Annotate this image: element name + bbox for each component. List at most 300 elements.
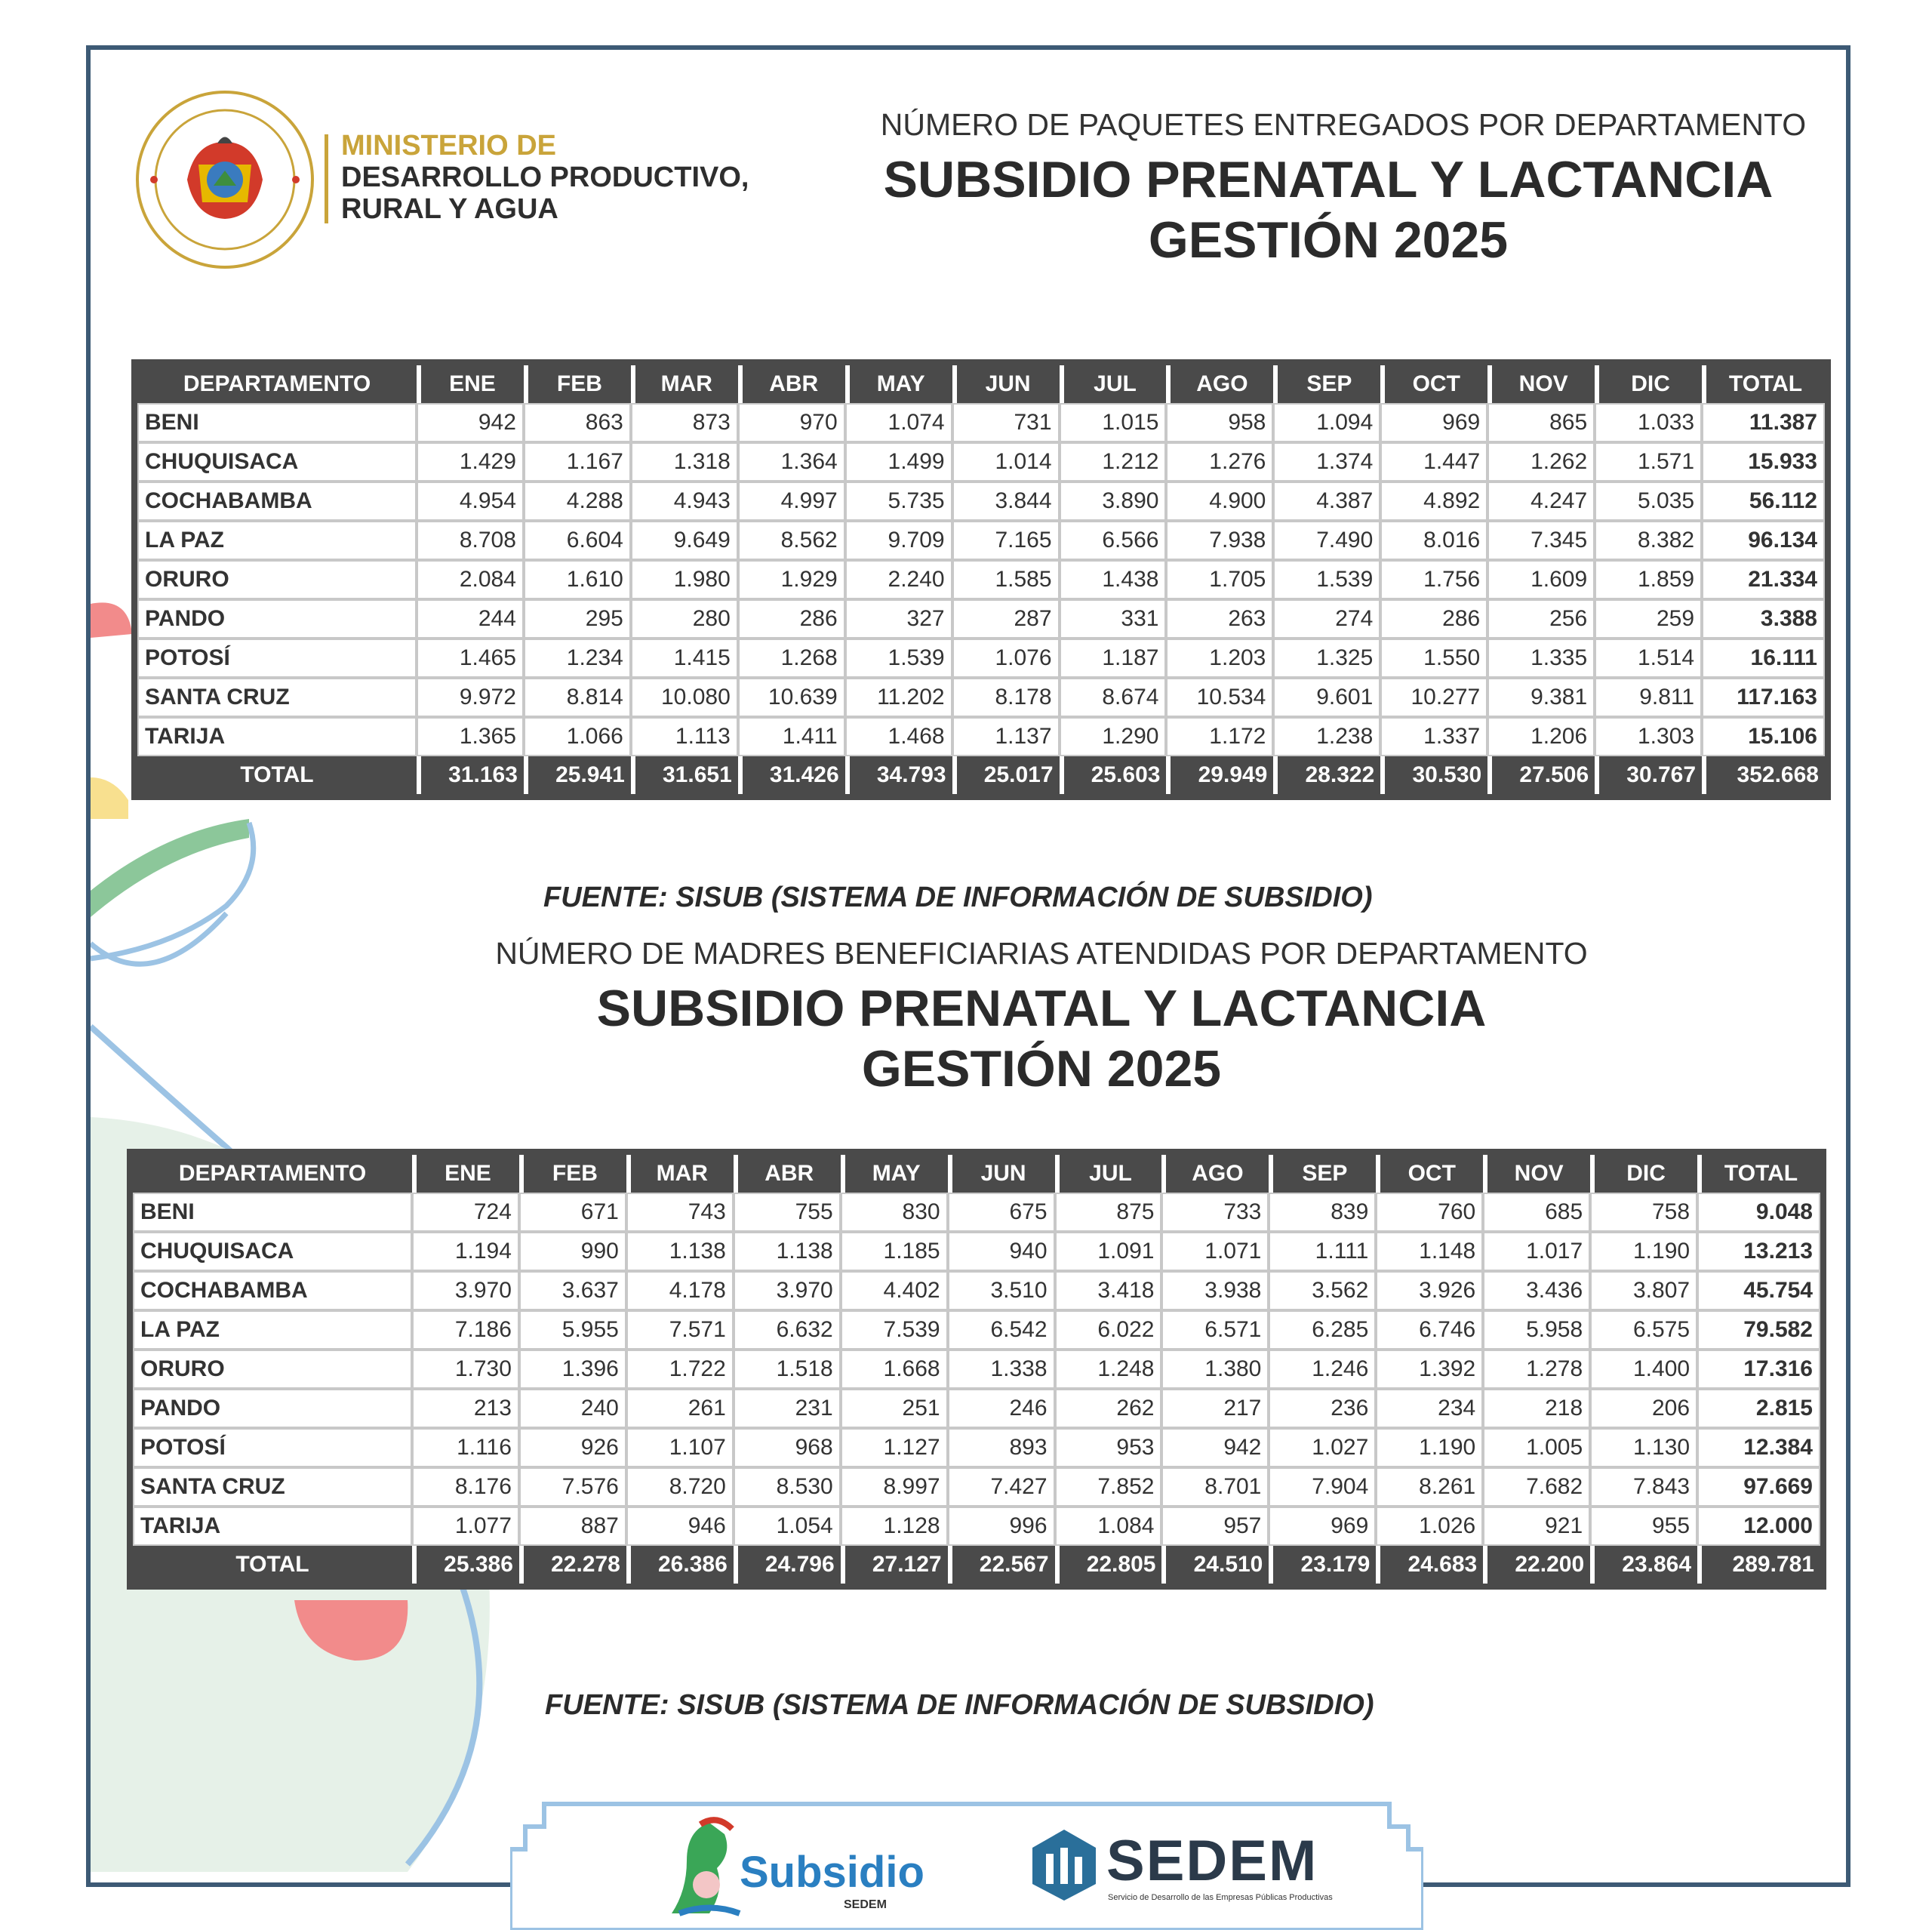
value-cell: 1.276 (1166, 442, 1273, 482)
value-cell: 8.176 (412, 1467, 519, 1507)
column-header: ABR (738, 365, 845, 403)
total-value-cell: 25.386 (412, 1546, 519, 1584)
value-cell: 8.261 (1376, 1467, 1483, 1507)
value-cell: 1.015 (1060, 403, 1167, 442)
table-row (133, 1389, 1820, 1428)
value-cell: 256 (1487, 599, 1595, 639)
packages-table (137, 365, 1825, 794)
column-header: MAR (626, 1155, 734, 1193)
total-value-cell: 23.864 (1590, 1546, 1697, 1584)
value-cell: 1.465 (417, 639, 524, 678)
department-cell: TARIJA (137, 717, 417, 756)
value-cell: 1.066 (524, 717, 631, 756)
value-cell: 259 (1595, 599, 1702, 639)
table-row (133, 1350, 1820, 1389)
value-cell: 7.186 (412, 1310, 519, 1350)
value-cell: 4.900 (1166, 482, 1273, 521)
column-header: FEB (519, 1155, 626, 1193)
value-cell: 10.534 (1166, 678, 1273, 717)
value-cell: 1.374 (1273, 442, 1380, 482)
table-total-row (137, 756, 1825, 794)
value-cell: 1.400 (1590, 1350, 1697, 1389)
value-cell: 671 (519, 1193, 626, 1232)
column-header: OCT (1380, 365, 1487, 403)
value-cell: 9.601 (1273, 678, 1380, 717)
value-cell: 263 (1166, 599, 1273, 639)
value-cell: 1.929 (738, 560, 845, 599)
value-cell: 8.997 (841, 1467, 948, 1507)
value-cell: 7.539 (841, 1310, 948, 1350)
value-cell: 6.575 (1590, 1310, 1697, 1350)
table-row (133, 1232, 1820, 1271)
value-cell: 1.138 (734, 1232, 841, 1271)
column-header: NOV (1487, 365, 1595, 403)
total-value-cell: 28.322 (1273, 756, 1380, 794)
value-cell: 733 (1161, 1193, 1269, 1232)
mother-baby-icon (664, 1815, 747, 1921)
value-cell: 261 (626, 1389, 734, 1428)
value-cell: 1.071 (1161, 1232, 1269, 1271)
table-row (137, 678, 1825, 717)
value-cell: 1.005 (1483, 1428, 1590, 1467)
value-cell: 873 (631, 403, 738, 442)
value-cell: 1.246 (1269, 1350, 1376, 1389)
column-header: ENE (417, 365, 524, 403)
value-cell: 6.632 (734, 1310, 841, 1350)
value-cell: 958 (1166, 403, 1273, 442)
value-cell: 1.206 (1487, 717, 1595, 756)
table-row (133, 1428, 1820, 1467)
value-cell: 6.285 (1269, 1310, 1376, 1350)
table-row (137, 482, 1825, 521)
value-cell: 863 (524, 403, 631, 442)
value-cell: 244 (417, 599, 524, 639)
value-cell: 7.843 (1590, 1467, 1697, 1507)
department-cell: CHUQUISACA (137, 442, 417, 482)
value-cell: 969 (1269, 1507, 1376, 1546)
total-value-cell: 24.796 (734, 1546, 841, 1584)
value-cell: 3.510 (948, 1271, 1055, 1310)
value-cell: 8.814 (524, 678, 631, 717)
total-value-cell: 22.200 (1483, 1546, 1590, 1584)
value-cell: 217 (1161, 1389, 1269, 1428)
table-row (137, 560, 1825, 599)
value-cell: 1.014 (952, 442, 1060, 482)
row-total-cell: 15.933 (1702, 442, 1825, 482)
sedem-logo-text: SEDEM (1106, 1829, 1318, 1893)
value-cell: 6.746 (1376, 1310, 1483, 1350)
value-cell: 1.130 (1590, 1428, 1697, 1467)
value-cell: 1.128 (841, 1507, 948, 1546)
value-cell: 946 (626, 1507, 734, 1546)
value-cell: 685 (1483, 1193, 1590, 1232)
row-total-cell: 3.388 (1702, 599, 1825, 639)
value-cell: 970 (738, 403, 845, 442)
table-row (137, 403, 1825, 442)
value-cell: 1.238 (1273, 717, 1380, 756)
total-value-cell: 31.426 (738, 756, 845, 794)
section2-source: FUENTE: SISUB (SISTEMA DE INFORMACIÓN DE SUBSIDIO) (545, 1689, 1374, 1721)
value-cell: 8.674 (1060, 678, 1167, 717)
section1-table-container (131, 359, 1831, 800)
row-total-cell: 79.582 (1697, 1310, 1820, 1350)
row-total-cell: 11.387 (1702, 403, 1825, 442)
value-cell: 4.288 (524, 482, 631, 521)
value-cell: 2.240 (845, 560, 952, 599)
section2-subtitle: NÚMERO DE MADRES BENEFICIARIAS ATENDIDAS POR DEPARTAMENTO (495, 936, 1588, 971)
department-cell: CHUQUISACA (133, 1232, 412, 1271)
value-cell: 1.094 (1273, 403, 1380, 442)
department-cell: BENI (137, 403, 417, 442)
value-cell: 4.178 (626, 1271, 734, 1310)
column-header: TOTAL (1697, 1155, 1820, 1193)
value-cell: 1.077 (412, 1507, 519, 1546)
row-total-cell: 12.000 (1697, 1507, 1820, 1546)
value-cell: 9.972 (417, 678, 524, 717)
column-header: MAY (841, 1155, 948, 1193)
table-row (137, 442, 1825, 482)
total-value-cell: 24.683 (1376, 1546, 1483, 1584)
value-cell: 675 (948, 1193, 1055, 1232)
section1-title: SUBSIDIO PRENATAL Y LACTANCIA (883, 151, 1774, 208)
section2-year: GESTIÓN 2025 (861, 1040, 1222, 1097)
value-cell: 1.415 (631, 639, 738, 678)
ministry-name (341, 130, 749, 225)
department-cell: TARIJA (133, 1507, 412, 1546)
value-cell: 1.325 (1273, 639, 1380, 678)
ministry-line-2: DESARROLLO PRODUCTIVO, (341, 162, 749, 193)
total-value-cell: 26.386 (626, 1546, 734, 1584)
value-cell: 9.381 (1487, 678, 1595, 717)
column-header: JUL (1055, 1155, 1162, 1193)
value-cell: 7.345 (1487, 521, 1595, 560)
value-cell: 6.022 (1055, 1310, 1162, 1350)
column-header: AGO (1161, 1155, 1269, 1193)
value-cell: 218 (1483, 1389, 1590, 1428)
value-cell: 4.954 (417, 482, 524, 521)
value-cell: 1.318 (631, 442, 738, 482)
value-cell: 1.303 (1595, 717, 1702, 756)
value-cell: 3.418 (1055, 1271, 1162, 1310)
value-cell: 1.610 (524, 560, 631, 599)
value-cell: 1.187 (1060, 639, 1167, 678)
column-header: JUN (948, 1155, 1055, 1193)
department-cell: POTOSÍ (137, 639, 417, 678)
value-cell: 8.701 (1161, 1467, 1269, 1507)
column-header: MAY (845, 365, 952, 403)
total-label-cell: TOTAL (137, 756, 417, 794)
value-cell: 1.190 (1590, 1232, 1697, 1271)
value-cell: 8.562 (738, 521, 845, 560)
department-cell: BENI (133, 1193, 412, 1232)
value-cell: 1.248 (1055, 1350, 1162, 1389)
value-cell: 274 (1273, 599, 1380, 639)
value-cell: 1.550 (1380, 639, 1487, 678)
value-cell: 3.970 (734, 1271, 841, 1310)
value-cell: 1.380 (1161, 1350, 1269, 1389)
value-cell: 1.571 (1595, 442, 1702, 482)
value-cell: 957 (1161, 1507, 1269, 1546)
value-cell: 295 (524, 599, 631, 639)
value-cell: 5.958 (1483, 1310, 1590, 1350)
value-cell: 1.429 (417, 442, 524, 482)
value-cell: 206 (1590, 1389, 1697, 1428)
value-cell: 3.970 (412, 1271, 519, 1310)
row-total-cell: 97.669 (1697, 1467, 1820, 1507)
value-cell: 280 (631, 599, 738, 639)
value-cell: 8.530 (734, 1467, 841, 1507)
value-cell: 1.190 (1376, 1428, 1483, 1467)
table-row (137, 599, 1825, 639)
value-cell: 246 (948, 1389, 1055, 1428)
value-cell: 234 (1376, 1389, 1483, 1428)
value-cell: 8.178 (952, 678, 1060, 717)
value-cell: 10.080 (631, 678, 738, 717)
value-cell: 1.705 (1166, 560, 1273, 599)
value-cell: 1.756 (1380, 560, 1487, 599)
total-value-cell: 25.941 (524, 756, 631, 794)
row-total-cell: 2.815 (1697, 1389, 1820, 1428)
value-cell: 3.938 (1161, 1271, 1269, 1310)
value-cell: 1.518 (734, 1350, 841, 1389)
department-cell: COCHABAMBA (133, 1271, 412, 1310)
department-cell: PANDO (137, 599, 417, 639)
department-cell: PANDO (133, 1389, 412, 1428)
value-cell: 10.639 (738, 678, 845, 717)
value-cell: 1.194 (412, 1232, 519, 1271)
value-cell: 5.035 (1595, 482, 1702, 521)
value-cell: 1.338 (948, 1350, 1055, 1389)
value-cell: 1.074 (845, 403, 952, 442)
row-total-cell: 117.163 (1702, 678, 1825, 717)
total-value-cell: 27.127 (841, 1546, 948, 1584)
row-total-cell: 9.048 (1697, 1193, 1820, 1232)
value-cell: 331 (1060, 599, 1167, 639)
value-cell: 4.387 (1273, 482, 1380, 521)
value-cell: 3.926 (1376, 1271, 1483, 1310)
value-cell: 1.116 (412, 1428, 519, 1467)
value-cell: 240 (519, 1389, 626, 1428)
value-cell: 7.165 (952, 521, 1060, 560)
value-cell: 1.539 (845, 639, 952, 678)
column-header: DIC (1595, 365, 1702, 403)
value-cell: 1.859 (1595, 560, 1702, 599)
total-value-cell: 30.530 (1380, 756, 1487, 794)
row-total-cell: 96.134 (1702, 521, 1825, 560)
value-cell: 9.709 (845, 521, 952, 560)
value-cell: 1.127 (841, 1428, 948, 1467)
section1-subtitle: NÚMERO DE PAQUETES ENTREGADOS POR DEPARTAMENTO (880, 107, 1807, 142)
column-header: AGO (1166, 365, 1273, 403)
table-row (137, 521, 1825, 560)
value-cell: 6.566 (1060, 521, 1167, 560)
value-cell: 724 (412, 1193, 519, 1232)
department-cell: ORURO (133, 1350, 412, 1389)
value-cell: 7.682 (1483, 1467, 1590, 1507)
value-cell: 1.392 (1376, 1350, 1483, 1389)
total-value-cell: 23.179 (1269, 1546, 1376, 1584)
value-cell: 6.542 (948, 1310, 1055, 1350)
value-cell: 1.212 (1060, 442, 1167, 482)
column-header: NOV (1483, 1155, 1590, 1193)
value-cell: 286 (1380, 599, 1487, 639)
row-total-cell: 12.384 (1697, 1428, 1820, 1467)
value-cell: 7.427 (948, 1467, 1055, 1507)
column-header: ENE (412, 1155, 519, 1193)
table-row (137, 639, 1825, 678)
value-cell: 7.490 (1273, 521, 1380, 560)
table-row (133, 1507, 1820, 1546)
value-cell: 3.436 (1483, 1271, 1590, 1310)
value-cell: 1.084 (1055, 1507, 1162, 1546)
value-cell: 3.890 (1060, 482, 1167, 521)
value-cell: 1.033 (1595, 403, 1702, 442)
value-cell: 1.514 (1595, 639, 1702, 678)
value-cell: 865 (1487, 403, 1595, 442)
column-header: MAR (631, 365, 738, 403)
value-cell: 1.268 (738, 639, 845, 678)
total-label-cell: TOTAL (133, 1546, 412, 1584)
row-total-cell: 56.112 (1702, 482, 1825, 521)
table-row (137, 717, 1825, 756)
total-value-cell: 25.017 (952, 756, 1060, 794)
table-row (133, 1310, 1820, 1350)
value-cell: 4.247 (1487, 482, 1595, 521)
value-cell: 1.113 (631, 717, 738, 756)
value-cell: 1.203 (1166, 639, 1273, 678)
row-total-cell: 17.316 (1697, 1350, 1820, 1389)
value-cell: 1.234 (524, 639, 631, 678)
section1-source: FUENTE: SISUB (SISTEMA DE INFORMACIÓN DE SUBSIDIO) (543, 882, 1373, 913)
total-value-cell: 289.781 (1697, 1546, 1820, 1584)
value-cell: 743 (626, 1193, 734, 1232)
subsidio-logo-sub: SEDEM (844, 1898, 887, 1911)
value-cell: 1.411 (738, 717, 845, 756)
section2-table-container (127, 1149, 1826, 1590)
value-cell: 1.278 (1483, 1350, 1590, 1389)
value-cell: 940 (948, 1232, 1055, 1271)
table-total-row (133, 1546, 1820, 1584)
table-row (133, 1467, 1820, 1507)
column-header: SEP (1269, 1155, 1376, 1193)
value-cell: 1.017 (1483, 1232, 1590, 1271)
value-cell: 1.148 (1376, 1232, 1483, 1271)
column-header: FEB (524, 365, 631, 403)
value-cell: 1.290 (1060, 717, 1167, 756)
department-cell: ORURO (137, 560, 417, 599)
value-cell: 921 (1483, 1507, 1590, 1546)
value-cell: 1.499 (845, 442, 952, 482)
value-cell: 5.735 (845, 482, 952, 521)
value-cell: 3.637 (519, 1271, 626, 1310)
value-cell: 231 (734, 1389, 841, 1428)
column-header: OCT (1376, 1155, 1483, 1193)
value-cell: 942 (1161, 1428, 1269, 1467)
value-cell: 10.277 (1380, 678, 1487, 717)
value-cell: 968 (734, 1428, 841, 1467)
value-cell: 1.262 (1487, 442, 1595, 482)
department-cell: LA PAZ (137, 521, 417, 560)
row-total-cell: 13.213 (1697, 1232, 1820, 1271)
value-cell: 1.172 (1166, 717, 1273, 756)
row-total-cell: 16.111 (1702, 639, 1825, 678)
value-cell: 839 (1269, 1193, 1376, 1232)
value-cell: 1.026 (1376, 1507, 1483, 1546)
total-value-cell: 22.278 (519, 1546, 626, 1584)
table-header-row (133, 1155, 1820, 1193)
ministry-line-1: MINISTERIO DE (341, 130, 557, 162)
value-cell: 9.811 (1595, 678, 1702, 717)
value-cell: 7.571 (626, 1310, 734, 1350)
value-cell: 236 (1269, 1389, 1376, 1428)
value-cell: 9.649 (631, 521, 738, 560)
value-cell: 4.892 (1380, 482, 1487, 521)
value-cell: 1.076 (952, 639, 1060, 678)
value-cell: 1.668 (841, 1350, 948, 1389)
value-cell: 955 (1590, 1507, 1697, 1546)
value-cell: 1.730 (412, 1350, 519, 1389)
section1-year: GESTIÓN 2025 (1148, 211, 1509, 269)
sedem-logo (1026, 1827, 1336, 1910)
total-value-cell: 31.163 (417, 756, 524, 794)
total-value-cell: 34.793 (845, 756, 952, 794)
value-cell: 1.138 (626, 1232, 734, 1271)
value-cell: 1.364 (738, 442, 845, 482)
department-cell: SANTA CRUZ (133, 1467, 412, 1507)
value-cell: 8.016 (1380, 521, 1487, 560)
sedem-building-icon (1026, 1827, 1102, 1902)
value-cell: 7.904 (1269, 1467, 1376, 1507)
total-value-cell: 24.510 (1161, 1546, 1269, 1584)
department-cell: SANTA CRUZ (137, 678, 417, 717)
value-cell: 1.585 (952, 560, 1060, 599)
value-cell: 755 (734, 1193, 841, 1232)
value-cell: 926 (519, 1428, 626, 1467)
sedem-logo-sub: Servicio de Desarrollo de las Empresas Públicas Productivas (1108, 1893, 1333, 1902)
column-header: DEPARTAMENTO (137, 365, 417, 403)
value-cell: 1.137 (952, 717, 1060, 756)
value-cell: 327 (845, 599, 952, 639)
value-cell: 1.609 (1487, 560, 1595, 599)
total-value-cell: 30.767 (1595, 756, 1702, 794)
value-cell: 3.807 (1590, 1271, 1697, 1310)
total-value-cell: 352.668 (1702, 756, 1825, 794)
total-value-cell: 31.651 (631, 756, 738, 794)
value-cell: 6.571 (1161, 1310, 1269, 1350)
total-value-cell: 27.506 (1487, 756, 1595, 794)
value-cell: 286 (738, 599, 845, 639)
subsidio-logo (664, 1815, 924, 1921)
value-cell: 1.107 (626, 1428, 734, 1467)
value-cell: 893 (948, 1428, 1055, 1467)
value-cell: 1.337 (1380, 717, 1487, 756)
value-cell: 1.091 (1055, 1232, 1162, 1271)
department-cell: COCHABAMBA (137, 482, 417, 521)
value-cell: 1.335 (1487, 639, 1595, 678)
value-cell: 251 (841, 1389, 948, 1428)
value-cell: 990 (519, 1232, 626, 1271)
value-cell: 213 (412, 1389, 519, 1428)
department-cell: LA PAZ (133, 1310, 412, 1350)
value-cell: 1.980 (631, 560, 738, 599)
column-header: DEPARTAMENTO (133, 1155, 412, 1193)
value-cell: 760 (1376, 1193, 1483, 1232)
table-row (133, 1193, 1820, 1232)
ministry-divider (325, 134, 328, 223)
column-header: ABR (734, 1155, 841, 1193)
value-cell: 1.468 (845, 717, 952, 756)
value-cell: 8.382 (1595, 521, 1702, 560)
